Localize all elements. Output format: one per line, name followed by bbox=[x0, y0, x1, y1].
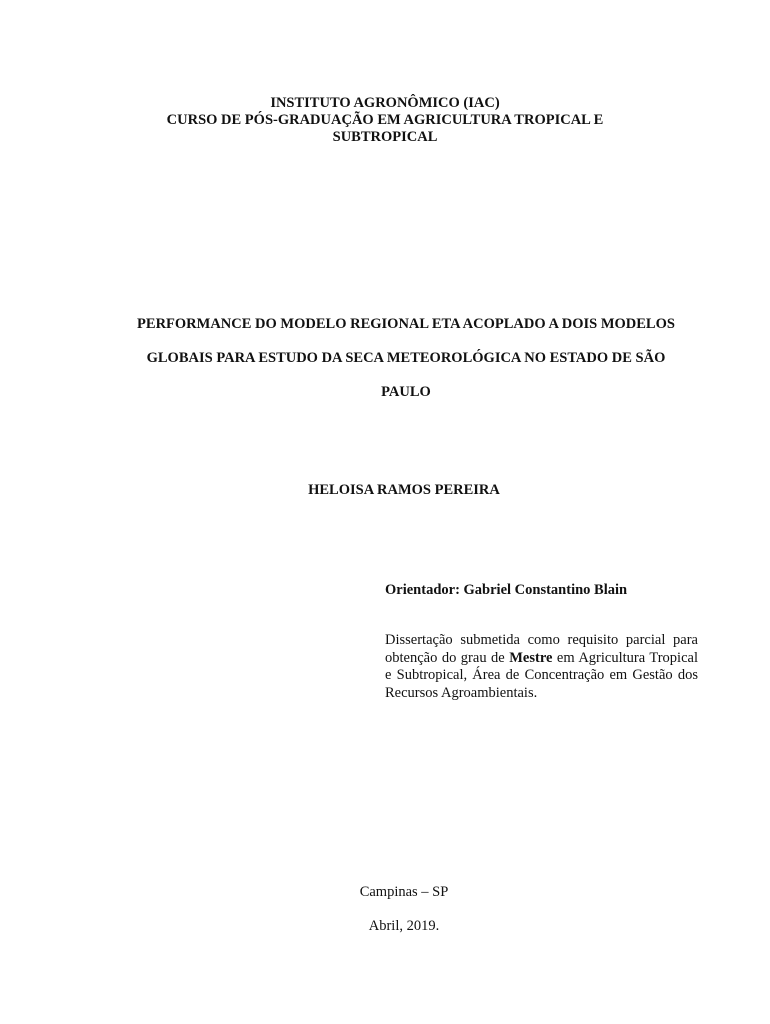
title-line-2: GLOBAIS PARA ESTUDO DA SECA METEOROLÓGICA NO ESTADO DE SÃO bbox=[146, 350, 666, 366]
date: Abril, 2019. bbox=[368, 918, 440, 934]
advisor: Orientador: Gabriel Constantino Blain bbox=[385, 582, 628, 598]
course-name-line-1: CURSO DE PÓS-GRADUAÇÃO EM AGRICULTURA TROPICAL E bbox=[166, 112, 604, 128]
title-line-3: PAULO bbox=[381, 384, 431, 400]
description-text-start: Dissertação submetida como requisito parcial para obtenção do grau de bbox=[385, 632, 698, 666]
institution-header bbox=[0, 95, 770, 146]
author-name: HELOISA RAMOS PEREIRA bbox=[308, 482, 500, 498]
description-text-end: em Agricultura Tropical e Subtropical, Área de Concentração em Gestão dos Recursos Agroambientais. bbox=[385, 649, 698, 701]
dissertation-title bbox=[0, 314, 770, 416]
degree-name: Mestre bbox=[509, 649, 553, 666]
dissertation-description bbox=[385, 632, 698, 702]
course-name-line-2: SUBTROPICAL bbox=[332, 129, 438, 145]
title-line-1: PERFORMANCE DO MODELO REGIONAL ETA ACOPLADO A DOIS MODELOS bbox=[137, 316, 675, 332]
institution-name: INSTITUTO AGRONÔMICO (IAC) bbox=[270, 95, 500, 111]
city: Campinas – SP bbox=[359, 884, 449, 900]
